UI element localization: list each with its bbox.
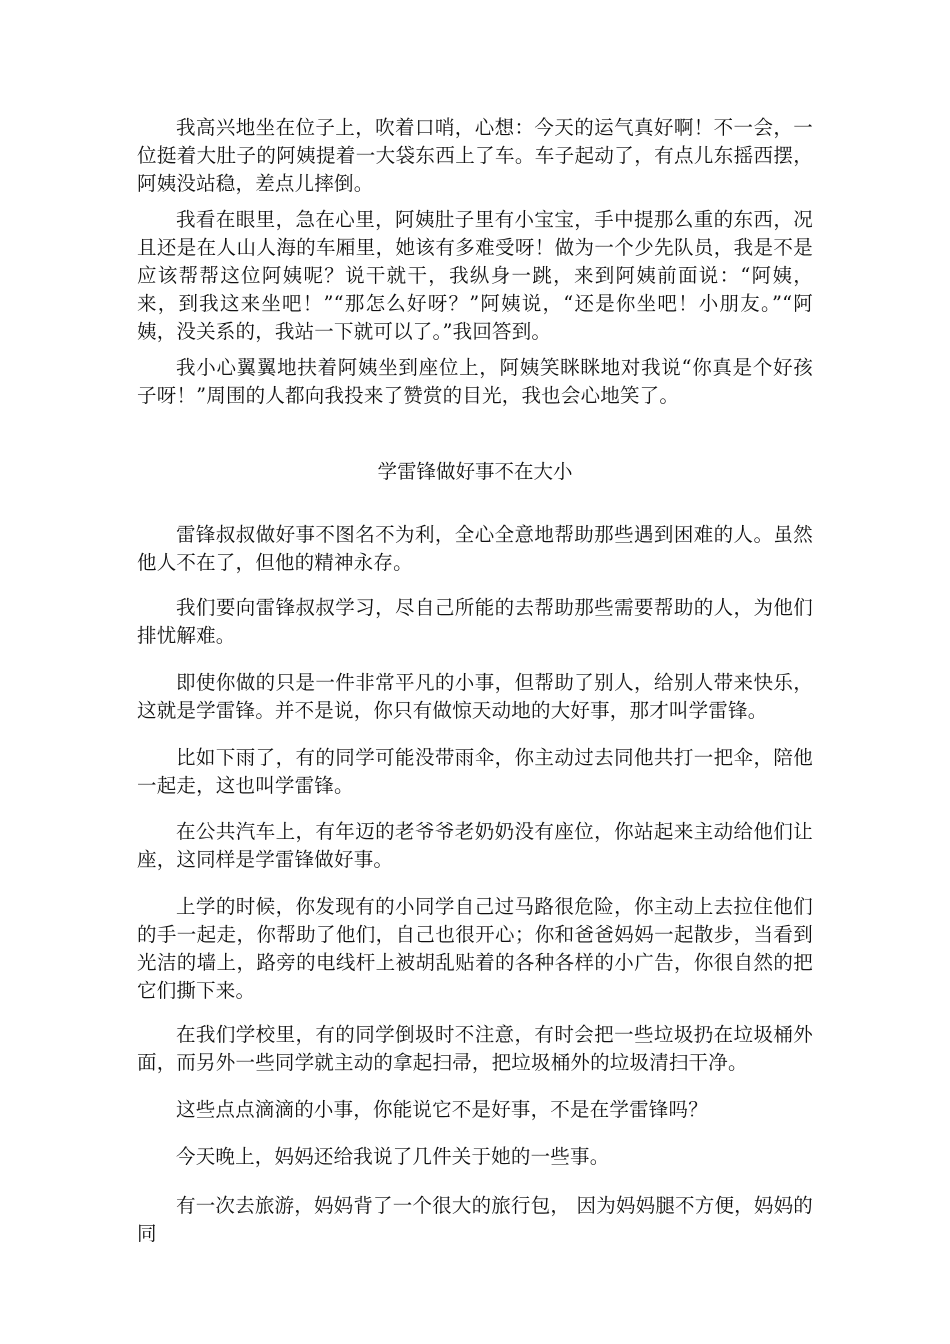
essay-paragraph-7: 在我们学校里，有的同学倒圾时不注意，有时会把一些垃圾扔在垃圾桶外面，而另外一些同学就主动的拿起扫帚，把垃圾桶外的垃圾清扫干净。: [137, 1023, 813, 1074]
essay-paragraph-8: 这些点点滴滴的小事，你能说它不是好事，不是在学雷锋吗？: [176, 1098, 708, 1121]
essay-paragraph-1: 雷锋叔叔做好事不图名不为利，全心全意地帮助那些遇到困难的人。虽然他人不在了，但他的精神永存。: [137, 523, 813, 574]
essay-paragraph-9: 今天晚上，妈妈还给我说了几件关于她的一些事。: [176, 1145, 610, 1168]
story-paragraph-2: 我看在眼里，急在心里，阿姨肚子里有小宝宝，手中提那么重的东西，况且还是在人山人海的车厢里，她该有多难受呀！做为一个少先队员，我是不是应该帮帮这位阿姨呢？说干就干，我纵身一跳，来到阿姨前面说：“阿姨，来，到我这来坐吧！”“那怎么好呀？”阿姨说，“还是你坐吧！小朋友。”“阿姨，没关系的，我站一下就可以了。”我回答到。: [137, 208, 813, 343]
essay-paragraph-2: 我们要向雷锋叔叔学习，尽自己所能的去帮助那些需要帮助的人，为他们排忧解难。: [137, 596, 813, 647]
essay-paragraph-4: 比如下雨了，有的同学可能没带雨伞，你主动过去同他共打一把伞，陪他一起走，这也叫学雷锋。: [137, 746, 813, 797]
essay-paragraph-6: 上学的时候，你发现有的小同学自己过马路很危险，你主动上去拉住他们的手一起走，你帮助了他们，自己也很开心；你和爸爸妈妈一起散步，当看到光洁的墙上，路旁的电线杆上被胡乱贴着的各种各样的小广告，你很自然的把它们撕下来。: [137, 895, 813, 1002]
essay-title: 学雷锋做好事不在大小: [377, 460, 573, 483]
essay-paragraph-5: 在公共汽车上，有年迈的老爷爷老奶奶没有座位，你站起来主动给他们让座，这同样是学雷锋做好事。: [137, 820, 813, 871]
essay-paragraph-3: 即使你做的只是一件非常平凡的小事，但帮助了别人，给别人带来快乐，这就是学雷锋。并不是说，你只有做惊天动地的大好事，那才叫学雷锋。: [137, 671, 813, 722]
story-paragraph-3: 我小心翼翼地扶着阿姨坐到座位上，阿姨笑眯眯地对我说“你真是个好孩子呀！”周围的人都向我投来了赞赏的目光，我也会心地笑了。: [137, 356, 813, 407]
story-paragraph-1: 我高兴地坐在位子上，吹着口哨，心想：今天的运气真好啊！不一会，一位挺着大肚子的阿姨提着一大袋东西上了车。车子起动了，有点儿东摇西摆，阿姨没站稳，差点儿摔倒。: [137, 116, 813, 195]
essay-paragraph-10: 有一次去旅游，妈妈背了一个很大的旅行包， 因为妈妈腿不方便，妈妈的同: [137, 1194, 813, 1245]
